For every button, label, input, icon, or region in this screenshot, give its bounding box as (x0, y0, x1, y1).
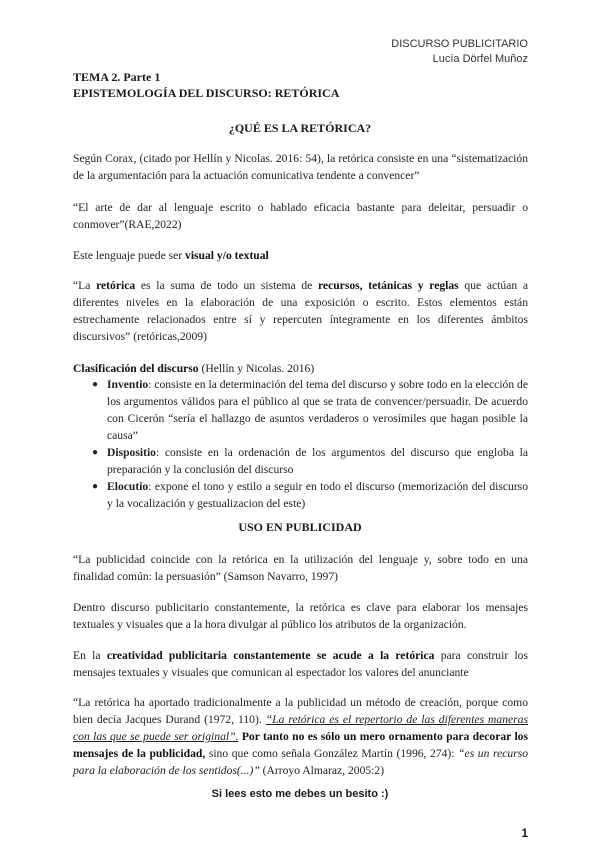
list-item-dispositio (92, 444, 528, 478)
paragraph-lenguaje (73, 247, 528, 264)
list-item-inventio (92, 376, 528, 444)
bold-span: retórica (96, 279, 136, 292)
bullet-icon: ● (92, 447, 99, 458)
paragraph-creatividad (73, 647, 528, 681)
paragraph-corax: Según Corax, (citado por Hellín y Nicolas. 2016: 54), la retórica consiste en una “sistematización de la argumentación para la actuación comunicativa tendente a convencer” (73, 152, 528, 182)
header-author: Lucía Dörfel Muñoz (432, 53, 528, 65)
list-item-elocutio (92, 478, 528, 512)
section-title-publicidad: USO EN PUBLICIDAD (238, 520, 362, 534)
text-span: para construir los mensajes textuales y visuales que comunican al espectador los valores del anunciante (73, 649, 528, 679)
text-span: En la (73, 649, 107, 662)
item-text: : consiste en la determinación del tema del discurso y sobre todo en la elección de los argumentos válidos para el público al que se trata de convencer/persuadir. De acuerdo con Cicerón “sería el hallazgo de asuntos verdaderos o verosímiles que hagan posible la causa” (107, 378, 528, 442)
bold-span: creatividad publicitaria constantemente se acude a la retórica (106, 649, 435, 662)
bold-span: recursos, tetánicas y reglas (318, 279, 459, 292)
item-term: Inventio (107, 378, 149, 391)
bullet-icon: ● (92, 379, 99, 390)
clasificacion-heading (73, 360, 528, 377)
text-span: “La retórica ha aportado tradicionalmente a la publicidad un método de creación, porque como bien decía Jacques Durand (1972, 110). (73, 696, 528, 726)
clasificacion-source: (Hellín y Nicolas. 2016) (198, 362, 315, 375)
lenguaje-text: Este lenguaje puede ser (73, 249, 186, 262)
item-text: : consiste en la ordenación de los argumentos del discurso que engloba la preparación y la conclusión del discurso (107, 446, 528, 476)
section-title-retorica: ¿QUÉ ES LA RETÓRICA? (228, 121, 372, 135)
footer-note: Si lees esto me debes un besito :) (211, 788, 389, 800)
italic-quote: “es un recurso para la elaboración de los sentidos(...)” (73, 747, 528, 777)
paragraph-publicidad: “La publicidad coincide con la retórica en la utilización del lenguaje y, sobre todo en una finalidad común: la persuasión” (Samson Navarro, 1997) (73, 553, 528, 583)
text-span: sino que como señala González Martín (1996, 274): (205, 747, 459, 760)
item-term: Dispositio (107, 446, 156, 459)
paragraph-rae: “El arte de dar al lenguaje escrito o hablado eficacia bastante para deleitar, persuadir o conmover”(RAE,2022) (73, 201, 528, 231)
lenguaje-bold: visual y/o textual (185, 249, 269, 262)
text-span: es la suma de todo un sistema de (135, 279, 318, 292)
text-span: (Arroyo Almaraz, 2005:2) (259, 764, 385, 777)
item-text: : expone el tono y estilo a seguir en todo el discurso (memorización del discurso y la vocalización y gestualizacion del este) (107, 480, 528, 510)
bold-span: Por tanto no es sólo un mero ornamento para decorar los mensajes de la publicidad, (73, 730, 528, 760)
page-number: 1 (521, 826, 528, 840)
item-term: Elocutio (107, 480, 149, 493)
paragraph-discurso: Dentro discurso publicitario constantemente, la retórica es clave para elaborar los mensajes textuales y visuales que a la hora divulgar al público los atributos de la organización. (73, 601, 528, 631)
underlined-quote: “La retórica es el repertorio de las diferentes maneras con las que se puede ser original”. (73, 713, 528, 743)
text-span: que actúan a diferentes niveles en la elaboración de una exposición o escrito. Estos elementos están estrechamente relacionados entre sí y repercuten íntegramente en los diferentes ámbitos discursivos” (retóricas,2009) (73, 279, 528, 343)
paragraph-retorica-definicion (73, 277, 528, 345)
main-title: EPISTEMOLOGÍA DEL DISCURSO: RETÓRICA (73, 86, 340, 100)
tema-title: TEMA 2. Parte 1 (73, 70, 161, 84)
text-span: “La (73, 279, 97, 292)
paragraph-durand (73, 694, 528, 779)
bullet-icon: ● (92, 481, 99, 492)
clasificacion-heading-bold: Clasificación del discurso (73, 362, 199, 375)
clasificacion-list (92, 376, 528, 512)
header-course: DISCURSO PUBLICITARIO (391, 38, 528, 50)
